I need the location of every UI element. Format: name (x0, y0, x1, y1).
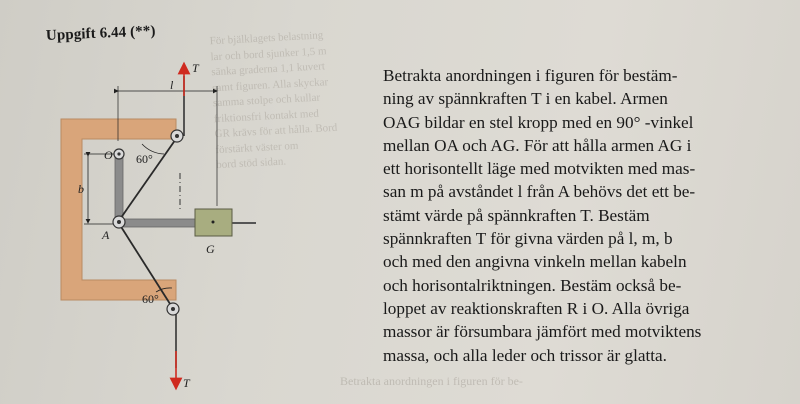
text-line: massa, och alla leder och trissor är glatta. (383, 345, 667, 365)
center-of-mass-dot (212, 221, 215, 224)
label-G: G (206, 242, 215, 256)
pulley-A-hub (117, 220, 121, 224)
label-T-bottom: T (183, 376, 190, 390)
text-line: san m på avståndet l från A behövs det ett be- (383, 182, 696, 202)
pin-O-center (117, 152, 120, 155)
text-line: stämt värde på spännkraften T. Bestäm (383, 205, 650, 225)
problem-text (383, 64, 783, 367)
label-l: l (170, 78, 174, 92)
bleed-through-text-bottom: Betrakta anordningen i figuren för be- (340, 374, 523, 388)
lower-pulley-hub (171, 307, 175, 311)
upper-pulley-hub (175, 134, 179, 138)
text-line: och horisontalriktningen. Bestäm också be- (383, 275, 682, 295)
text-line: spännkraften T för givna värden på l, m, b (383, 229, 673, 249)
label-angle-top: 60° (136, 152, 153, 166)
problem-heading: Uppgift 6.44 (**) (45, 23, 156, 44)
label-A: A (102, 228, 110, 242)
mechanics-figure (60, 56, 280, 396)
text-line: massor är försumbara jämfört med motviktens (383, 322, 702, 342)
text-line: ett horisontellt läge med motvikten med mas- (383, 159, 696, 179)
text-line: OAG bildar en stel kropp med en 90° -vinkel (383, 112, 694, 132)
text-line: och med den angivna vinkeln mellan kabeln (383, 252, 687, 272)
arm-OA (115, 154, 123, 224)
bleed-through-text: För bjälklagets belastning lar och bord sjunker 1,5 m sänka graderna 1,1 kuvert samt figuren. Alla skyckar samma stolpe och kullar friktionsfri kontakt med GR krävs för att hålla. Bord förstärkt väster om bord stöd sidan. (209, 29, 338, 172)
label-b: b (78, 182, 84, 196)
text-line: ning av spännkraften T i en kabel. Armen (383, 89, 668, 109)
label-angle-bottom: 60° (142, 292, 159, 306)
label-T-top: T (192, 61, 199, 75)
label-O: O (104, 148, 113, 162)
text-line: loppet av reaktionskraften R i O. Alla övriga (383, 298, 690, 318)
text-line: mellan OA och AG. För att hålla armen AG i (383, 135, 692, 155)
text-line: Betrakta anordningen i figuren för bestäm- (383, 66, 678, 85)
